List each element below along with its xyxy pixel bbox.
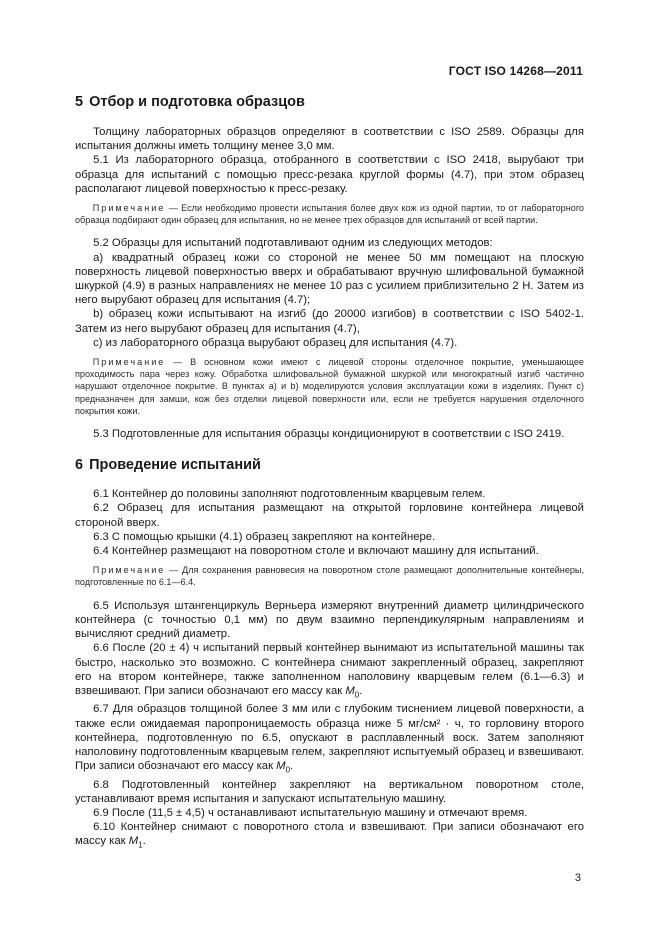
paragraph-6-2: 6.2 Образец для испытания размещают на открытой горловине контейнера лицевой стороной вверх. — [75, 502, 584, 529]
paragraph-6-9: 6.9 После (11,5 ± 4,5) ч останавливают испытательную машину и отмечают время. — [93, 807, 528, 820]
paragraph-5-2: 5.2 Образцы для испытаний подготавливают одним из следующих методов: — [93, 237, 493, 250]
paragraph-5-1: 5.1 Из лабораторного образца, отобранного в соответствии с ISO 2418, вырубают три образца для испытаний с помощью пресс-резака круглой формы (4.7), при этом образец располагают лицевой поверхностью к пресс-резаку. — [75, 154, 584, 195]
mass-variable: M — [128, 835, 139, 848]
standard-header: ГОСТ ISO 14268—2011 — [448, 64, 583, 78]
paragraph-6-6 — [75, 641, 584, 702]
page-content — [75, 93, 584, 853]
paragraph-6-7-text: 6.7 Для образцов толщиной более 3 мм или с глубоким тиснением лицевой поверхности, а также если ожидаемая паропроницаемость образца ниже 5 мг/см² · ч, то горловину второго контейнера, подготовленную по 6.5, опускают в расплавленный воск. Затем заполняют наполовину подготовленным кварцевым гелем, закрепляют испытуемый образец и взвешивают. При записи обозначают его массу как — [75, 703, 584, 773]
mass-variable: M — [345, 684, 355, 697]
paragraph-5-2-a: а) квадратный образец кожи со стороной не менее 50 мм помещают на плоскую поверхность лицевой поверхностью вверх и обрабатывают вручную шлифовальной бумажной шкуркой (4.9) в разных направлениях не менее 10 раз с усилием приблизительно 2 Н. Затем из него вырубают образец для испытания (4.7); — [75, 251, 584, 307]
paragraph-6-8: 6.8 Подготовленный контейнер закрепляют на вертикальном поворотном столе, устанавливают время испытания и запускают испытательную машину. — [75, 778, 584, 805]
note-1 — [75, 202, 584, 226]
note-3 — [75, 564, 584, 588]
section-5-title: Отбор и подготовка образцов — [89, 94, 305, 110]
section-6-number: 6 — [75, 457, 84, 474]
mass-subscript: 0 — [285, 765, 291, 775]
note-1-text: — Если необходимо провести испытания более двух кож из одной партии, то от лабораторного образца подбирают один образец для испытания, но не менее трех образцов для испытаний от всей партии. — [75, 203, 584, 226]
note-2-label: Примечание — [92, 357, 166, 368]
note-3-text: — Для сохранения равновесия на поворотном столе размещают дополнительные контейнеры, подготовленные по 6.1—6.4. — [75, 565, 584, 588]
section-6-title: Проведение испытаний — [89, 457, 261, 474]
period: . — [142, 835, 146, 848]
note-3-label: Примечание — [92, 565, 166, 576]
paragraph-6-10 — [75, 820, 584, 853]
mass-variable: M — [276, 760, 286, 773]
paragraph-5-intro: Толщину лабораторных образцов определяют в соответствии с ISO 2589. Образцы для испытания должны иметь толщину менее 3,0 мм. — [75, 126, 584, 153]
section-6-heading — [75, 456, 584, 474]
paragraph-6-10-text: 6.10 Контейнер снимают с поворотного стола и взвешивают. При записи обозначают его массу как — [75, 821, 584, 848]
page-number: 3 — [574, 872, 581, 884]
section-5-number: 5 — [75, 94, 84, 110]
paragraph-6-5: 6.5 Используя штангенциркуль Верньера измеряют внутренний диаметр цилиндрического контейнера (с точностью 0,1 мм) по двум взаимно перпендикулярным направлениям и вычисляют средний диаметр. — [75, 599, 584, 641]
note-1-label: Примечание — [92, 203, 166, 214]
period: . — [359, 684, 363, 697]
mass-subscript: 1 — [138, 840, 143, 850]
note-2-text: — В основном кожи имеют с лицевой стороны отделочное покрытие, уменьшающее проходимость пара через кожу. Обработка шлифовальной бумажной шкуркой или многократный изгиб частично нарушают отделочное покрытие. В пунктах а) и b) моделируются условия эксплуатации кожи в изделиях. Пункт с) предназначен для замши, кож без отделки лицевой поверхности или, если не требуется нарушения отделочного покрытия кожи. — [75, 357, 584, 416]
paragraph-6-4: 6.4 Контейнер размещают на поворотном столе и включают машину для испытаний. — [93, 545, 539, 558]
note-2 — [75, 356, 584, 417]
paragraph-6-7 — [75, 702, 584, 777]
paragraph-5-2-c: с) из лабораторного образца вырубают образец для испытания (4.7). — [93, 336, 458, 349]
paragraph-6-6-text: 6.6 После (20 ± 4) ч испытаний первый контейнер вынимают из испытательной машины так быстро, насколько это возможно. С контейнера снимают закрепленный образец, закрепляют его на втором контейнере, также заполненном наполовину кварцевым гелем (6.1—6.3) и взвешивают. При записи обозначают его массу как — [75, 642, 584, 697]
period: . — [290, 760, 294, 773]
paragraph-6-3: 6.3 С помощью крышки (4.1) образец закрепляют на контейнере. — [93, 530, 436, 543]
paragraph-5-3: 5.3 Подготовленные для испытания образцы кондиционируют в соответствии с ISO 2419. — [93, 428, 565, 441]
paragraph-6-1: 6.1 Контейнер до половины заполняют подготовленным кварцевым гелем. — [93, 488, 486, 501]
paragraph-5-2-b: b) образец кожи испытывают на изгиб (до 20000 изгибов) в соответствии с ISO 5402-1. Затем из него вырубают образец для испытания (4.7), — [75, 308, 584, 335]
section-5-heading — [75, 93, 584, 111]
mass-subscript: 0 — [354, 690, 360, 700]
